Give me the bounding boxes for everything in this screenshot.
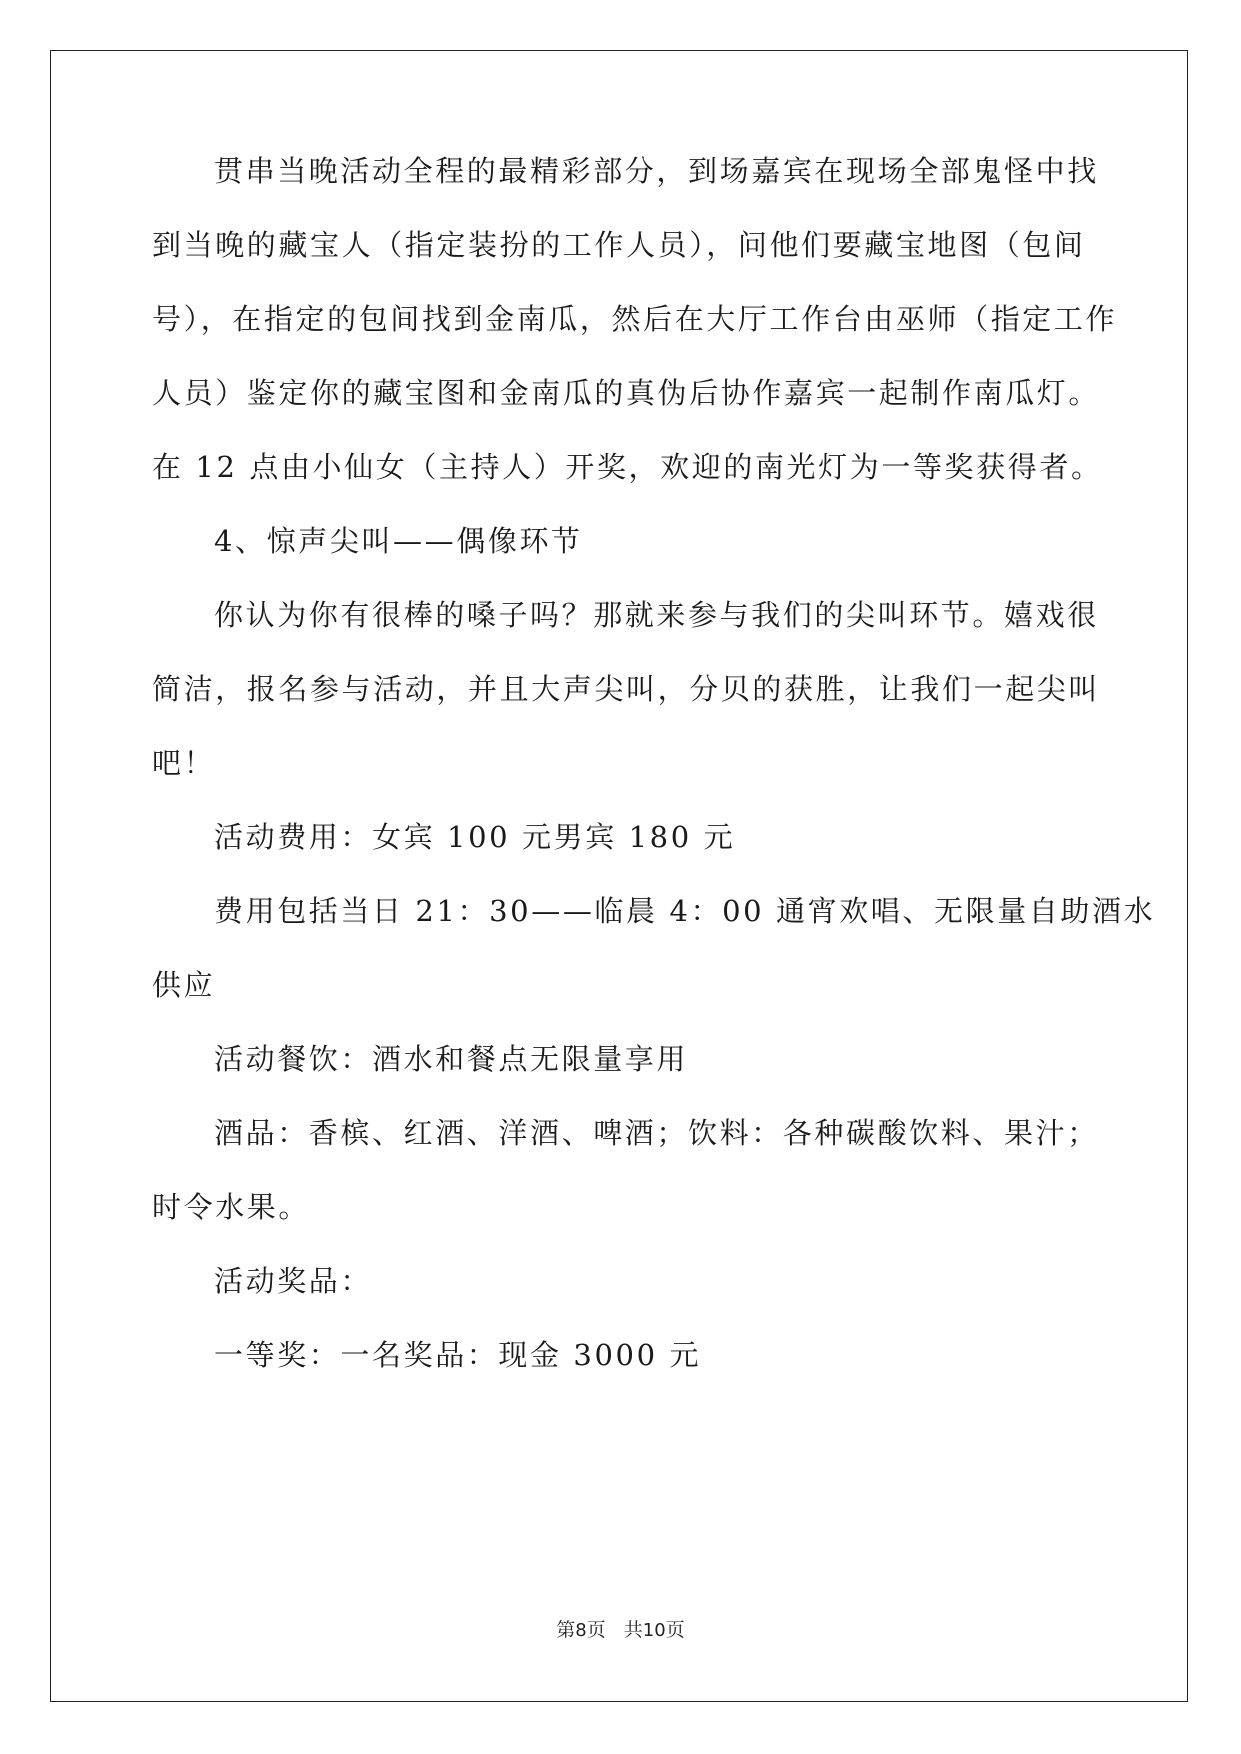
paragraph-line: 贯串当晚活动全程的最精彩部分，到场嘉宾在现场全部鬼怪中找 bbox=[214, 154, 1099, 188]
paragraph-line: 活动餐饮：酒水和餐点无限量享用 bbox=[214, 1042, 689, 1076]
page-footer bbox=[0, 1618, 1241, 1643]
footer-page-suffix: 页 bbox=[586, 1619, 606, 1641]
footer-page-number: 8 bbox=[575, 1620, 587, 1641]
paragraph-line: 时令水果。 bbox=[152, 1190, 311, 1224]
paragraph-line: 简洁，报名参与活动，并且大声尖叫，分贝的获胜，让我们一起尖叫 bbox=[152, 672, 1101, 706]
paragraph-line: 在 12 点由小仙女（主持人）开奖，欢迎的南光灯为一等奖获得者。 bbox=[152, 450, 1103, 484]
footer-page-prefix: 第 bbox=[556, 1619, 576, 1641]
paragraph-line: 酒品：香槟、红酒、洋酒、啤酒；饮料：各种碳酸饮料、果汁； bbox=[214, 1116, 1099, 1150]
footer-total-suffix: 页 bbox=[665, 1619, 685, 1641]
paragraph-line: 活动奖品： bbox=[214, 1264, 373, 1298]
paragraph-line: 供应 bbox=[152, 968, 216, 1002]
footer-total-prefix: 共 bbox=[623, 1619, 643, 1641]
paragraph-line: 活动费用：女宾 100 元男宾 180 元 bbox=[214, 820, 736, 854]
paragraph-line: 到当晚的藏宝人（指定装扮的工作人员），问他们要藏宝地图（包间 bbox=[152, 228, 1086, 262]
paragraph-line: 号），在指定的包间找到金南瓜，然后在大厅工作台由巫师（指定工作 bbox=[152, 302, 1118, 336]
footer-total-pages: 10 bbox=[642, 1620, 666, 1641]
page-border bbox=[50, 50, 1188, 1702]
paragraph-line: 人员）鉴定你的藏宝图和金南瓜的真伪后协作嘉宾一起制作南瓜灯。 bbox=[152, 376, 1101, 410]
paragraph-line: 一等奖：一名奖品：现金 3000 元 bbox=[214, 1338, 702, 1372]
paragraph-line: 费用包括当日 21：30——临晨 4：00 通宵欢唱、无限量自助酒水 bbox=[214, 894, 1156, 928]
paragraph-line: 吧！ bbox=[152, 746, 216, 780]
paragraph-line: 你认为你有很棒的嗓子吗？那就来参与我们的尖叫环节。嬉戏很 bbox=[214, 598, 1099, 632]
section-heading: 4、惊声尖叫——偶像环节 bbox=[214, 524, 583, 558]
